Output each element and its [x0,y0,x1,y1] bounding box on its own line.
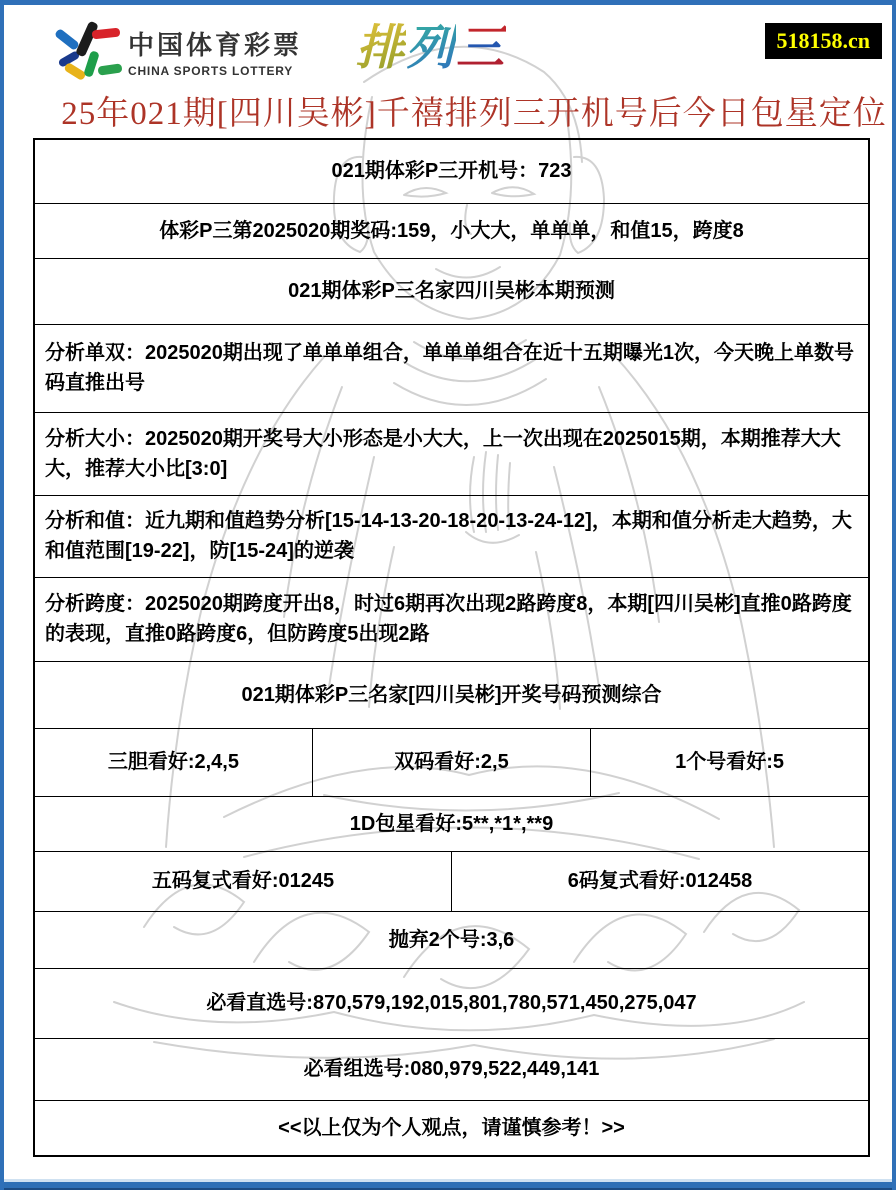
discard-numbers-cell: 抛弃2个号:3,6 [34,911,869,968]
three-dan-cell: 三胆看好:2,4,5 [34,728,312,796]
page-title: 25年021期[四川吴彬]千禧排列三开机号后今日包星定位 [61,96,887,132]
table-row [34,258,869,324]
table-row [34,968,869,1038]
brand-name-cn: 中国体育彩票 [128,30,303,60]
pai-char: 排 [356,22,407,75]
bottom-border-bar [4,1179,892,1190]
analysis-odd-even-cell: 分析单双：2025020期出现了单单单组合，单单单组合在近十五期曝光1次，今天晚上单数号码直推出号 [34,324,869,412]
brand-name-en: CHINA SPORTS LOTTERY [128,64,294,78]
pailie3-wordmark [356,21,506,77]
summary-header-cell: 021期体彩P三名家[四川吴彬]开奖号码预测综合 [34,661,869,728]
table-row [34,577,869,661]
table-row [34,139,869,203]
lie-char: 列 [406,22,457,75]
machine-number-cell: 021期体彩P三开机号：723 [34,139,869,203]
logo-row [56,19,892,81]
two-code-cell: 双码看好:2,5 [312,728,590,796]
table-row [34,324,869,412]
table-row [34,412,869,495]
table-row [34,796,869,851]
six-code-fushi-cell: 6码复式看好:012458 [451,851,869,911]
table-row [34,851,869,911]
table-row [34,1038,869,1100]
table-row [34,1100,869,1156]
group-pick-cell: 必看组选号:080,979,522,449,141 [34,1038,869,1100]
direct-pick-cell: 必看直选号:870,579,192,015,801,780,571,450,275,047 [34,968,869,1038]
table-row [34,728,869,796]
brand-text [128,25,302,78]
expert-header-cell: 021期体彩P三名家四川吴彬本期预测 [34,258,869,324]
analysis-span-cell: 分析跨度：2025020期跨度开出8，时过6期再次出现2路跨度8，本期[四川吴彬]直推0路跨度的表现，直推0路跨度6，但防跨度5出现2路 [34,577,869,661]
analysis-sum-cell: 分析和值：近九期和值趋势分析[15-14-13-20-18-20-13-24-12]，本期和值分析走大趋势，大和值范围[19-22]，防[15-24]的逆袭 [34,495,869,577]
last-result-cell: 体彩P三第2025020期奖码:159，小大大，单单单，和值15，跨度8 [34,203,869,258]
disclaimer-cell: <<以上仅为个人观点，请谨慎参考！>> [34,1100,869,1156]
table-row [34,495,869,577]
table-row [34,911,869,968]
header [4,5,892,134]
sports-lottery-pinwheel-icon [56,21,116,77]
analysis-size-cell: 分析大小：2025020期开奖号大小形态是小大大，上一次出现在2025015期，本期推荐大大大，推荐大小比[3:0] [34,412,869,495]
table-row [34,661,869,728]
baoxing-cell: 1D包星看好:5**,*1*,**9 [34,796,869,851]
one-number-cell: 1个号看好:5 [591,728,869,796]
prediction-table [33,138,870,1157]
table-row [34,203,869,258]
site-badge[interactable]: 518158.cn [765,23,883,59]
san-char: 三 [456,22,507,75]
five-code-fushi-cell: 五码复式看好:01245 [34,851,451,911]
